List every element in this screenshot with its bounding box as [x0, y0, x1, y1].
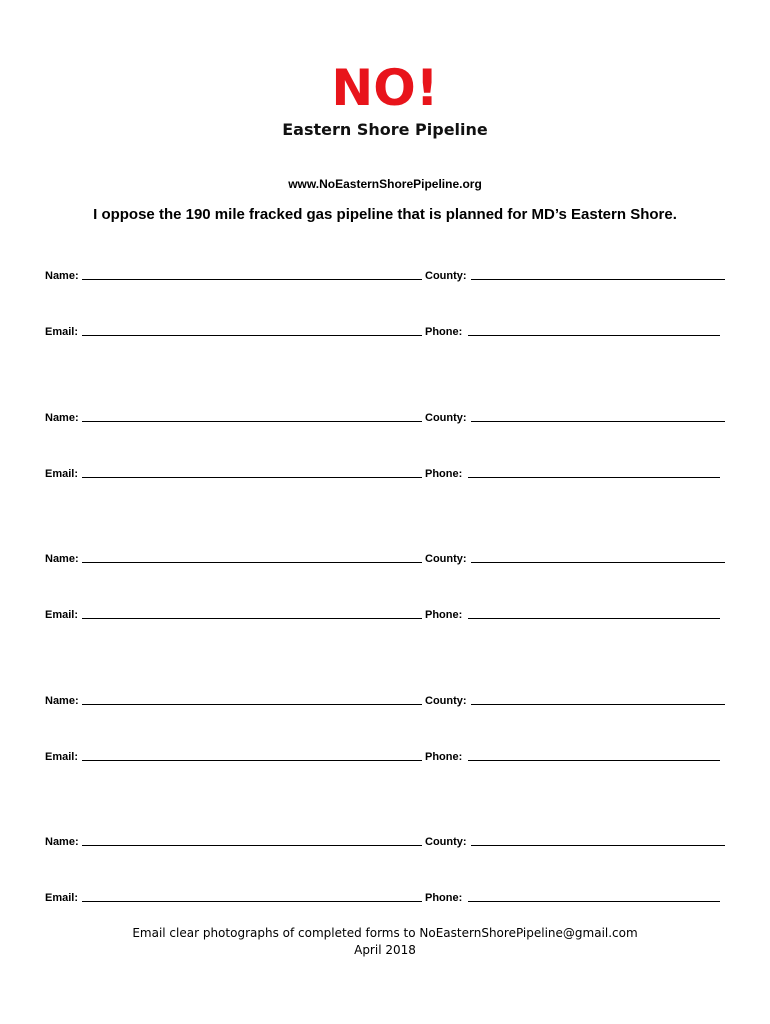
email-field[interactable]: [82, 618, 422, 619]
footer-date: April 2018: [354, 943, 416, 957]
phone-label: Phone:: [425, 892, 463, 904]
phone-field[interactable]: [468, 477, 720, 478]
name-label: Name:: [45, 695, 79, 707]
logo-subtitle: Eastern Shore Pipeline: [282, 120, 488, 139]
email-field[interactable]: [82, 477, 422, 478]
county-field[interactable]: [471, 845, 725, 846]
name-field[interactable]: [82, 845, 422, 846]
logo-headline: NO!: [331, 59, 439, 117]
email-label: Email:: [45, 468, 79, 480]
name-label: Name:: [45, 553, 79, 565]
email-label: Email:: [45, 326, 79, 338]
website-url: www.NoEasternShorePipeline.org: [288, 177, 482, 191]
county-label: County:: [425, 412, 467, 424]
email-label: Email:: [45, 609, 79, 621]
phone-field[interactable]: [468, 618, 720, 619]
name-label: Name:: [45, 270, 79, 282]
footer-instruction: Email clear photographs of completed forms to NoEasternShorePipeline@gmail.com: [132, 926, 638, 940]
email-field[interactable]: [82, 760, 422, 761]
name-label: Name:: [45, 412, 79, 424]
county-field[interactable]: [471, 421, 725, 422]
email-field[interactable]: [82, 901, 422, 902]
name-field[interactable]: [82, 421, 422, 422]
phone-field[interactable]: [468, 901, 720, 902]
county-label: County:: [425, 695, 467, 707]
county-label: County:: [425, 553, 467, 565]
phone-label: Phone:: [425, 609, 463, 621]
name-field[interactable]: [82, 279, 422, 280]
phone-label: Phone:: [425, 751, 463, 763]
phone-label: Phone:: [425, 468, 463, 480]
name-field[interactable]: [82, 704, 422, 705]
email-label: Email:: [45, 751, 79, 763]
county-label: County:: [425, 270, 467, 282]
county-field[interactable]: [471, 704, 725, 705]
name-field[interactable]: [82, 562, 422, 563]
county-label: County:: [425, 836, 467, 848]
phone-field[interactable]: [468, 335, 720, 336]
email-label: Email:: [45, 892, 79, 904]
petition-statement: I oppose the 190 mile fracked gas pipeline that is planned for MD’s Eastern Shore.: [93, 206, 677, 223]
county-field[interactable]: [471, 562, 725, 563]
phone-label: Phone:: [425, 326, 463, 338]
name-label: Name:: [45, 836, 79, 848]
phone-field[interactable]: [468, 760, 720, 761]
email-field[interactable]: [82, 335, 422, 336]
county-field[interactable]: [471, 279, 725, 280]
